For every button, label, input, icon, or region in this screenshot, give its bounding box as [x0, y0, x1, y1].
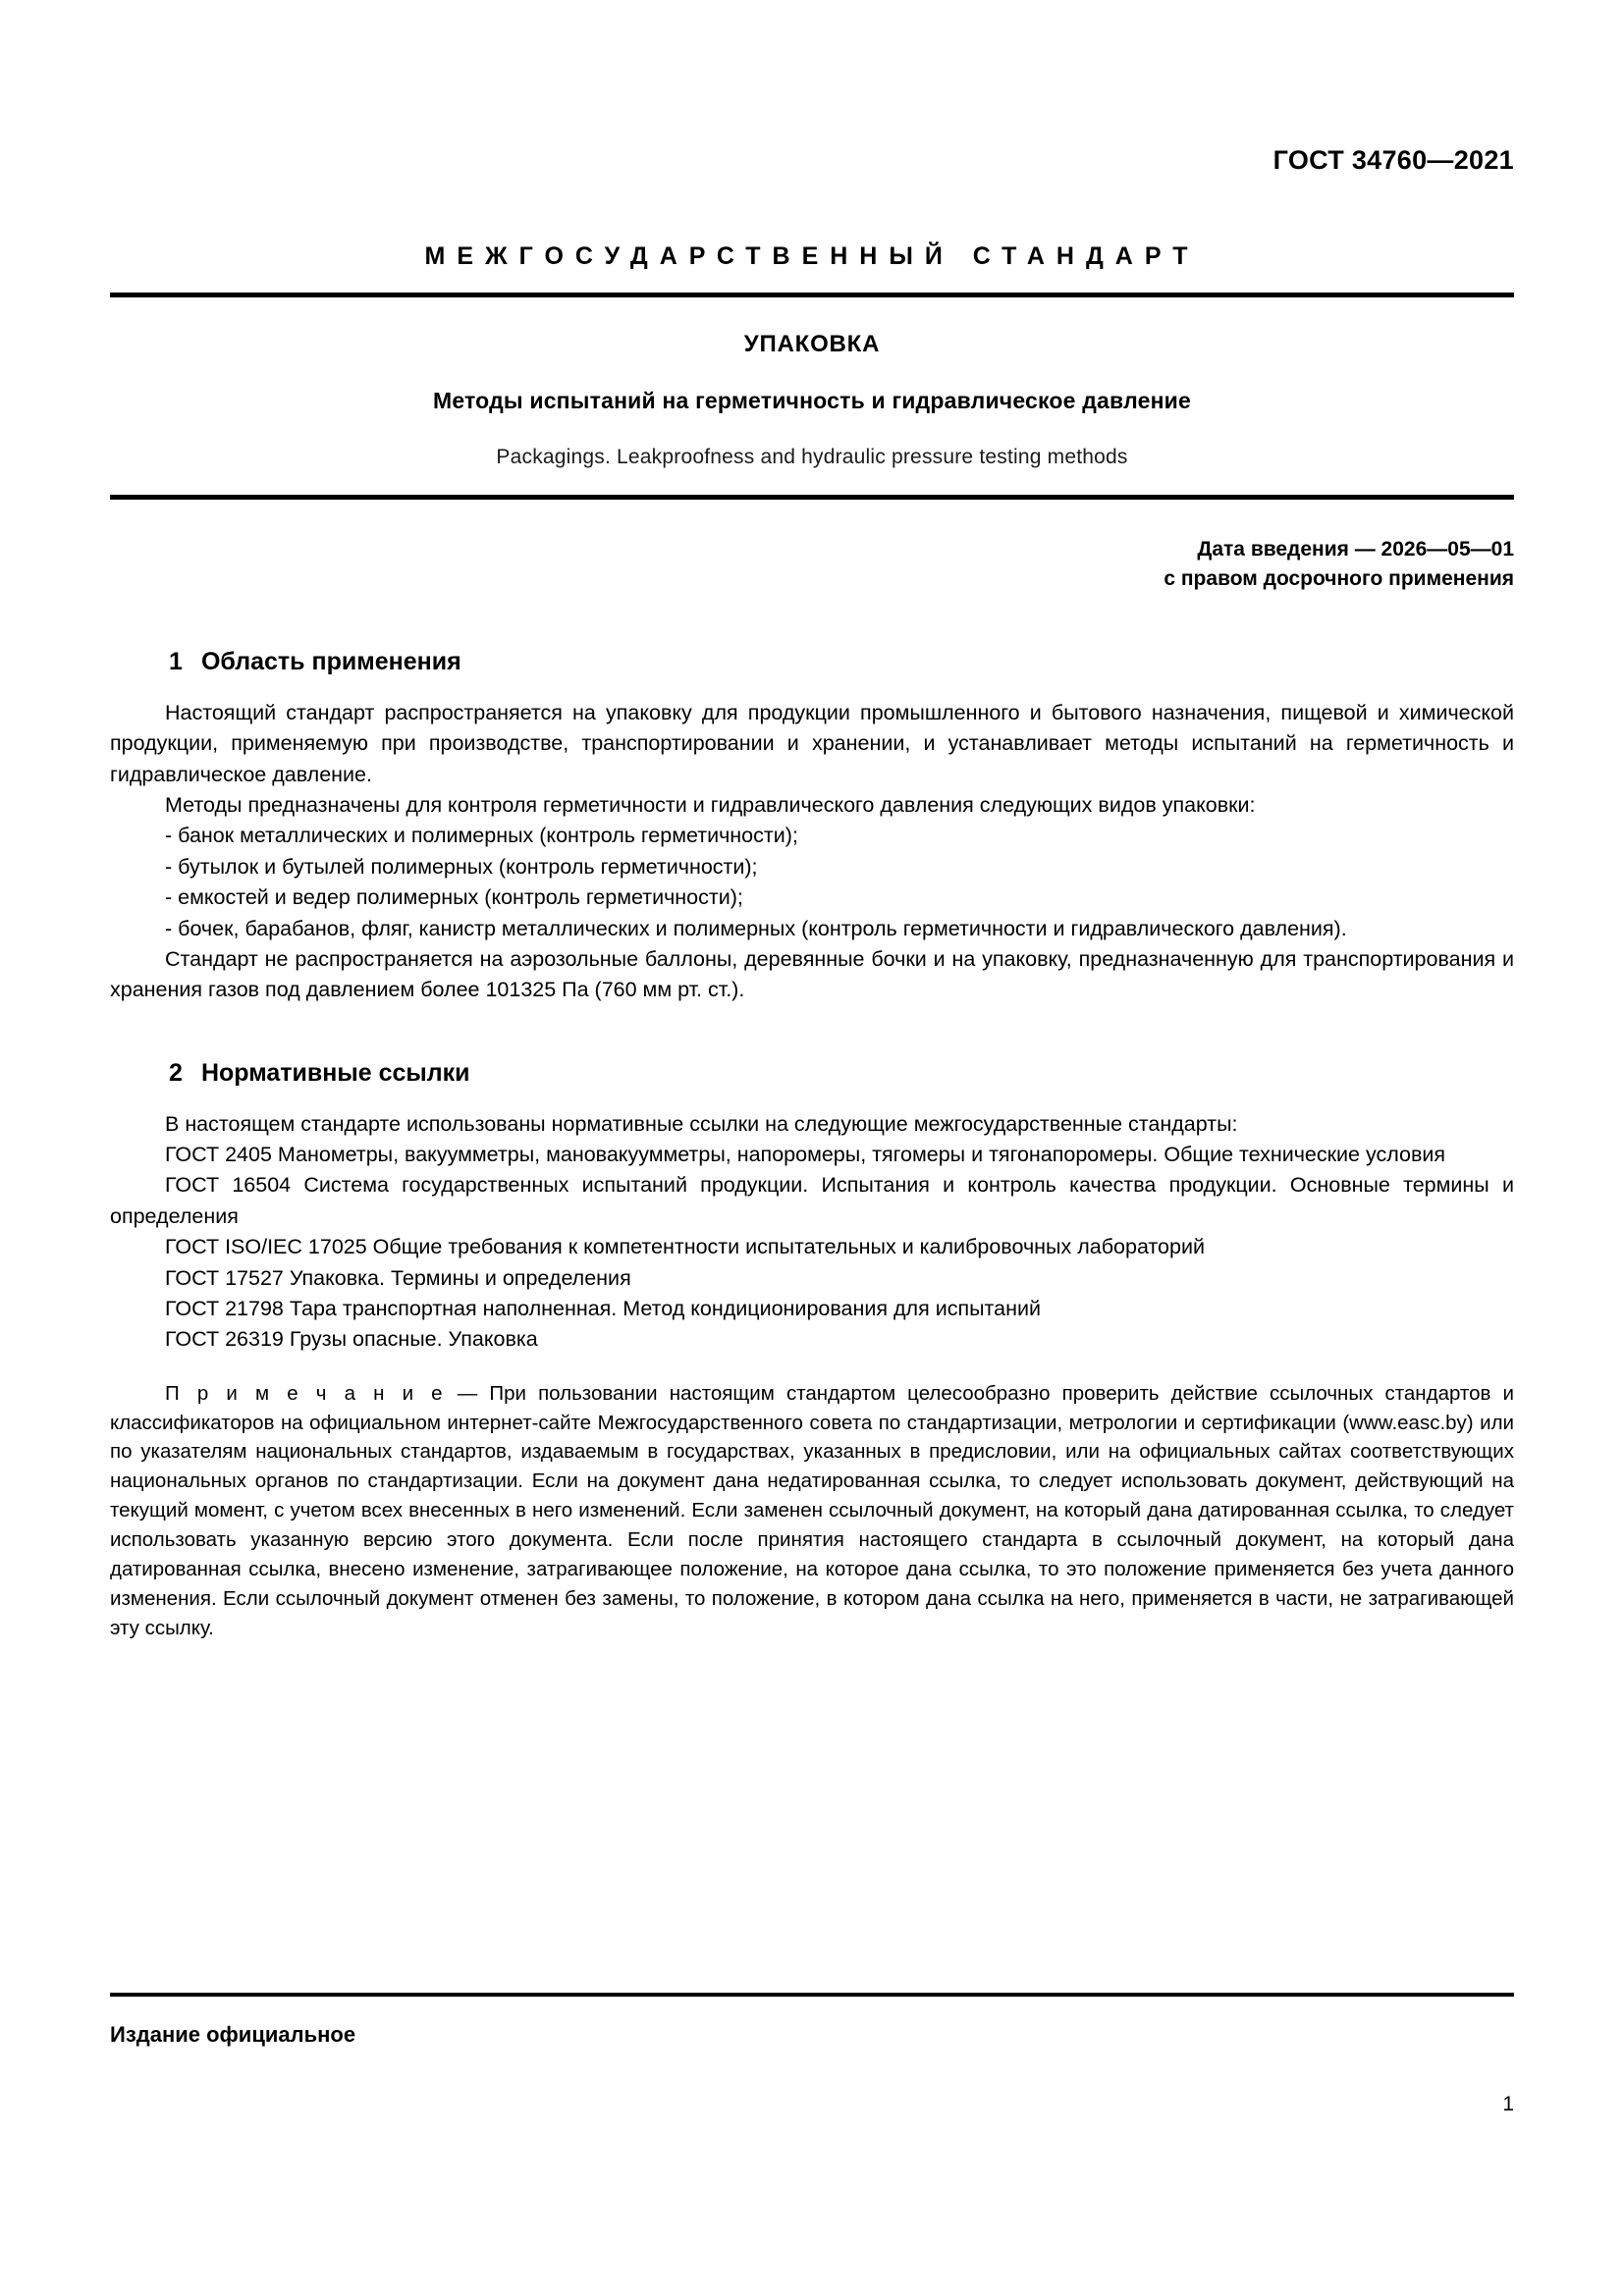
references-paragraph-1: В настоящем стандарте использованы нормативные ссылки на следующие межгосударственные стандарты: — [165, 1111, 1238, 1136]
header-divider-top — [110, 293, 1514, 297]
section-heading-references — [110, 1059, 1514, 1088]
scope-paragraph-2: Методы предназначены для контроля герметичности и гидравлического давления следующих видов упаковки: — [165, 793, 1256, 817]
scope-list-item-3: - емкостей и ведер полимерных (контроль герметичности); — [165, 885, 743, 910]
scope-list-item-1: - банок металлических и полимерных (контроль герметичности); — [165, 824, 798, 848]
scope-list-item-2: - бутылок и бутылей полимерных (контроль герметичности); — [165, 854, 758, 879]
reference-item-6: ГОСТ 26319 Грузы опасные. Упаковка — [165, 1327, 538, 1352]
document-code: ГОСТ 34760—2021 — [1272, 145, 1514, 175]
reference-item-3: ГОСТ ISO/IEC 17025 Общие требования к компетентности испытательных и калибровочных лабораторий — [165, 1235, 1205, 1259]
introduction-date — [110, 535, 1514, 595]
reference-item-2: ГОСТ 16504 Система государственных испытаний продукции. Испытания и контроль качества продукции. Основные термины и определения — [110, 1173, 1514, 1228]
scope-paragraph-3: Стандарт не распространяется на аэрозольные баллоны, деревянные бочки и на упаковку, предназначенную для транспортирования и хранения газов под давлением более 101325 Па (760 мм рт. ст.). — [110, 946, 1514, 1002]
reference-item-1: ГОСТ 2405 Манометры, вакуумметры, мановакуумметры, напоромеры, тягомеры и тягонапоромеры. Общие технические условия — [165, 1143, 1446, 1166]
references-note — [110, 1379, 1514, 1643]
section-title-references: Нормативные ссылки — [200, 1058, 470, 1087]
section-number-references: 2 — [169, 1058, 183, 1087]
standard-type-heading: МЕЖГОСУДАРСТВЕННЫЙ СТАНДАРТ — [424, 242, 1200, 270]
introduction-date-line1: Дата введения — 2026—05—01 — [1197, 538, 1514, 561]
page-number: 1 — [1502, 2093, 1514, 2115]
scope-paragraph-1: Настоящий стандарт распространяется на упаковку для продукции промышленного и бытового назначения, пищевой и химической продукции, применяемую при производстве, транспортировании и хранении, и устанавливает методы испытаний на герметичность и гидравлическое давление. — [110, 700, 1514, 786]
note-label: П р и м е ч а н и е — [165, 1381, 446, 1405]
introduction-date-line2: с правом досрочного применения — [1164, 567, 1514, 591]
footer-edition: Издание официальное — [110, 2022, 356, 2047]
section-heading-scope — [110, 648, 1514, 676]
title-block — [110, 331, 1514, 469]
note-text: — При пользовании настоящим стандартом целесообразно проверить действие ссылочных стандартов и классификаторов на официальном интернет-сайте Межгосударственного совета по стандартизации, метрологии и сертификации (www.easc.by) или по указателям национальных стандартов, издаваемым в государствах, указанных в предисловии, или на официальных сайтах соответствующих национальных органов по стандартизации. Если на документ дана недатированная ссылка, то следует использовать документ, действующий на текущий момент, с учетом всех внесенных в него изменений. Если заменен ссылочный документ, на который дана датированная ссылка, то следует использовать указанную версию этого документа. Если после принятия настоящего стандарта в ссылочный документ, на который дана датированная ссылка, внесено изменение, затрагивающее положение, на которое дана ссылка, то это положение применяется без учета данного изменения. Если ссылочный документ отменен без замены, то положение, в котором дана ссылка на него, применяется в части, не затрагивающей эту ссылку. — [110, 1381, 1514, 1639]
page-content — [110, 0, 1514, 1643]
header-divider-bottom — [110, 495, 1514, 500]
page-title: УПАКОВКА — [743, 331, 881, 357]
reference-item-5: ГОСТ 21798 Тара транспортная наполненная. Метод кондиционирования для испытаний — [165, 1296, 1042, 1320]
scope-list-item-4: - бочек, барабанов, фляг, канистр металлических и полимерных (контроль герметичности и гидравлического давления). — [165, 916, 1347, 940]
reference-item-4: ГОСТ 17527 Упаковка. Термины и определения — [165, 1265, 631, 1290]
page-subtitle: Методы испытаний на герметичность и гидравлическое давление — [432, 388, 1192, 413]
section-title-scope: Область применения — [200, 647, 461, 675]
page-title-english: Packagings. Leakproofness and hydraulic pressure testing methods — [496, 446, 1128, 468]
section-number-scope: 1 — [169, 647, 183, 675]
footer-divider — [110, 1993, 1514, 1997]
